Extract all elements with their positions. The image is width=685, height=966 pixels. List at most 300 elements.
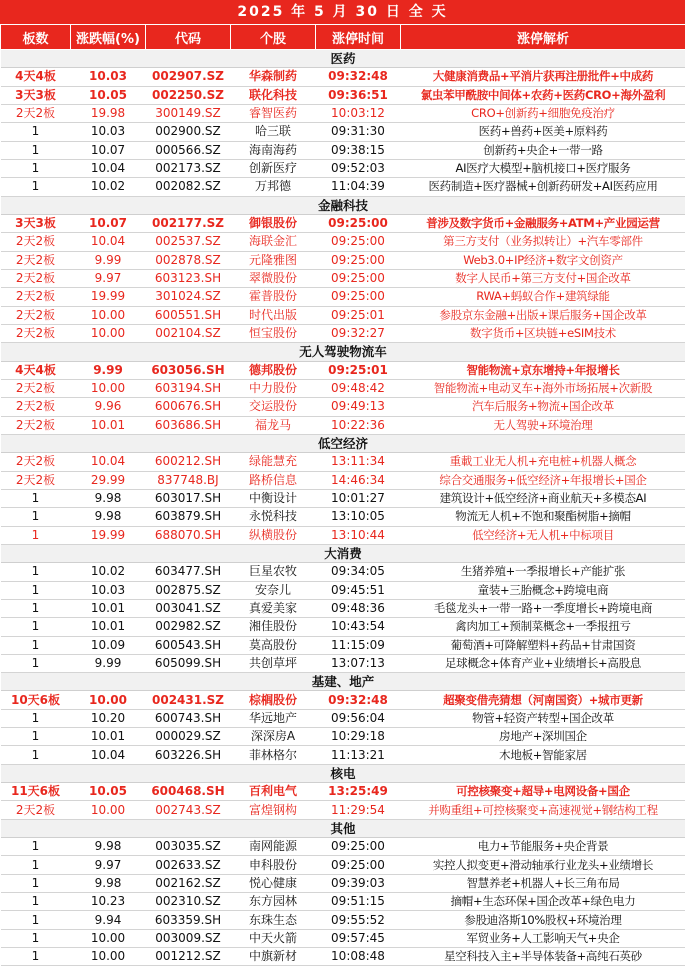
board-cell: 1 <box>1 563 71 581</box>
section-header-row <box>1 764 685 782</box>
analysis-cell: 并购重组+可控核聚变+高速视觉+钢结构工程 <box>401 801 685 819</box>
table-row <box>1 654 685 672</box>
analysis-cell: 无人驾驶+环境治理 <box>401 416 685 434</box>
table-row <box>1 398 685 416</box>
stock-name-cell: 哈三联 <box>231 123 316 141</box>
board-cell: 1 <box>1 508 71 526</box>
board-cell: 1 <box>1 526 71 544</box>
stock-name-cell: 联化科技 <box>231 86 316 104</box>
stock-name-cell: 霍普股份 <box>231 288 316 306</box>
section-header-row <box>1 50 685 68</box>
code-cell: 300149.SZ <box>146 104 231 122</box>
limit-time-cell: 09:55:52 <box>316 911 401 929</box>
limit-time-cell: 09:32:48 <box>316 691 401 709</box>
header-change-pct: 涨跌幅(%) <box>71 25 146 50</box>
change-pct-cell: 9.97 <box>71 269 146 287</box>
code-cell: 603686.SH <box>146 416 231 434</box>
stock-name-cell: 中力股份 <box>231 379 316 397</box>
limit-time-cell: 09:25:00 <box>316 838 401 856</box>
stock-name-cell: 绿能慧充 <box>231 453 316 471</box>
table-row <box>1 508 685 526</box>
stock-name-cell: 悦心健康 <box>231 874 316 892</box>
table-row <box>1 251 685 269</box>
stock-name-cell: 德邦股份 <box>231 361 316 379</box>
board-cell: 2天2板 <box>1 306 71 324</box>
limit-time-cell: 10:03:12 <box>316 104 401 122</box>
table-row <box>1 269 685 287</box>
code-cell: 002982.SZ <box>146 618 231 636</box>
analysis-cell: 物管+轻资产转型+国企改革 <box>401 709 685 727</box>
board-cell: 1 <box>1 599 71 617</box>
code-cell: 001212.SZ <box>146 948 231 966</box>
board-cell: 2天2板 <box>1 471 71 489</box>
limit-time-cell: 13:25:49 <box>316 783 401 801</box>
table-row <box>1 141 685 159</box>
board-cell: 1 <box>1 489 71 507</box>
limit-time-cell: 09:52:03 <box>316 159 401 177</box>
analysis-cell: RWA+蚂蚁合作+建筑绿能 <box>401 288 685 306</box>
board-cell: 1 <box>1 709 71 727</box>
analysis-cell: 数字人民币+第三方支付+国企改革 <box>401 269 685 287</box>
limit-time-cell: 09:51:15 <box>316 893 401 911</box>
change-pct-cell: 9.98 <box>71 508 146 526</box>
change-pct-cell: 10.03 <box>71 123 146 141</box>
board-cell: 2天2板 <box>1 416 71 434</box>
code-cell: 837748.BJ <box>146 471 231 489</box>
table-row <box>1 104 685 122</box>
table-row <box>1 709 685 727</box>
table-row <box>1 618 685 636</box>
section-header-row <box>1 673 685 691</box>
limit-time-cell: 11:29:54 <box>316 801 401 819</box>
change-pct-cell: 10.01 <box>71 416 146 434</box>
analysis-cell: 实控人拟变更+滑动轴承行业龙头+业绩增长 <box>401 856 685 874</box>
analysis-cell: 建筑设计+低空经济+商业航天+多模态AI <box>401 489 685 507</box>
limit-time-cell: 11:15:09 <box>316 636 401 654</box>
stock-name-cell: 纵横股份 <box>231 526 316 544</box>
board-cell: 1 <box>1 654 71 672</box>
change-pct-cell: 10.00 <box>71 929 146 947</box>
section-title: 基建、地产 <box>1 673 685 691</box>
code-cell: 002633.SZ <box>146 856 231 874</box>
stock-name-cell: 东方园林 <box>231 893 316 911</box>
analysis-cell: 星空科技入主+半导体装备+高纯石英砂 <box>401 948 685 966</box>
change-pct-cell: 9.99 <box>71 251 146 269</box>
section-header-row <box>1 196 685 214</box>
change-pct-cell: 10.03 <box>71 68 146 86</box>
change-pct-cell: 19.99 <box>71 288 146 306</box>
analysis-cell: 足球概念+体育产业+业绩增长+高股息 <box>401 654 685 672</box>
section-header-row <box>1 434 685 452</box>
board-cell: 1 <box>1 948 71 966</box>
change-pct-cell: 9.96 <box>71 398 146 416</box>
limit-time-cell: 09:32:48 <box>316 68 401 86</box>
stock-name-cell: 百利电气 <box>231 783 316 801</box>
change-pct-cell: 9.98 <box>71 874 146 892</box>
board-cell: 1 <box>1 178 71 196</box>
table-row <box>1 361 685 379</box>
table-row <box>1 783 685 801</box>
section-title: 医药 <box>1 50 685 68</box>
board-cell: 2天2板 <box>1 233 71 251</box>
analysis-cell: 物流无人机+不饱和聚酯树脂+摘帽 <box>401 508 685 526</box>
section-title: 核电 <box>1 764 685 782</box>
code-cell: 002162.SZ <box>146 874 231 892</box>
board-cell: 3天3板 <box>1 214 71 232</box>
header-row <box>1 25 685 50</box>
table-row <box>1 324 685 342</box>
limit-time-cell: 09:34:05 <box>316 563 401 581</box>
table-row <box>1 123 685 141</box>
analysis-cell: 木地板+智能家居 <box>401 746 685 764</box>
table-row <box>1 728 685 746</box>
stock-name-cell: 深深房A <box>231 728 316 746</box>
code-cell: 002537.SZ <box>146 233 231 251</box>
board-cell: 1 <box>1 856 71 874</box>
limit-time-cell: 09:38:15 <box>316 141 401 159</box>
limit-time-cell: 13:07:13 <box>316 654 401 672</box>
board-cell: 2天2板 <box>1 398 71 416</box>
stock-name-cell: 共创草坪 <box>231 654 316 672</box>
analysis-cell: 毛毯龙头+一带一路+一季度增长+跨境电商 <box>401 599 685 617</box>
board-cell: 1 <box>1 746 71 764</box>
limit-time-cell: 09:25:00 <box>316 288 401 306</box>
board-cell: 1 <box>1 636 71 654</box>
table-row <box>1 416 685 434</box>
table-row <box>1 929 685 947</box>
change-pct-cell: 10.04 <box>71 233 146 251</box>
table-row <box>1 489 685 507</box>
analysis-cell: CRO+创新药+细胞免疫治疗 <box>401 104 685 122</box>
change-pct-cell: 10.03 <box>71 581 146 599</box>
board-cell: 1 <box>1 929 71 947</box>
analysis-cell: 童装+三胎概念+跨境电商 <box>401 581 685 599</box>
limit-time-cell: 09:36:51 <box>316 86 401 104</box>
table-row <box>1 636 685 654</box>
change-pct-cell: 10.04 <box>71 746 146 764</box>
stock-name-cell: 创新医疗 <box>231 159 316 177</box>
board-cell: 4天4板 <box>1 361 71 379</box>
analysis-cell: 超聚变借壳猜想（河南国资）+城市更新 <box>401 691 685 709</box>
board-cell: 10天6板 <box>1 691 71 709</box>
code-cell: 603194.SH <box>146 379 231 397</box>
stock-name-cell: 翠微股份 <box>231 269 316 287</box>
change-pct-cell: 9.98 <box>71 489 146 507</box>
section-title: 低空经济 <box>1 434 685 452</box>
limit-time-cell: 09:45:51 <box>316 581 401 599</box>
analysis-cell: 数字货币+区块链+eSIM技术 <box>401 324 685 342</box>
table-row <box>1 893 685 911</box>
change-pct-cell: 9.94 <box>71 911 146 929</box>
analysis-cell: AI医疗大模型+脑机接口+医疗服务 <box>401 159 685 177</box>
change-pct-cell: 10.04 <box>71 159 146 177</box>
limit-time-cell: 09:49:13 <box>316 398 401 416</box>
stock-name-cell: 元隆雅图 <box>231 251 316 269</box>
analysis-cell: 智能物流+电动叉车+海外市场拓展+次新股 <box>401 379 685 397</box>
header-board: 板数 <box>1 25 71 50</box>
code-cell: 600743.SH <box>146 709 231 727</box>
change-pct-cell: 19.98 <box>71 104 146 122</box>
code-cell: 003009.SZ <box>146 929 231 947</box>
table-row <box>1 233 685 251</box>
stock-name-cell: 中天火箭 <box>231 929 316 947</box>
board-cell: 2天2板 <box>1 104 71 122</box>
board-cell: 2天2板 <box>1 269 71 287</box>
code-cell: 603123.SH <box>146 269 231 287</box>
table-row <box>1 874 685 892</box>
analysis-cell: 医药+兽药+医美+原料药 <box>401 123 685 141</box>
section-header-row <box>1 544 685 562</box>
table-row <box>1 948 685 966</box>
limit-time-cell: 09:48:42 <box>316 379 401 397</box>
analysis-cell: 禽肉加工+预制菜概念+一季报扭亏 <box>401 618 685 636</box>
board-cell: 1 <box>1 618 71 636</box>
board-cell: 4天4板 <box>1 68 71 86</box>
change-pct-cell: 10.00 <box>71 306 146 324</box>
code-cell: 002173.SZ <box>146 159 231 177</box>
code-cell: 002907.SZ <box>146 68 231 86</box>
change-pct-cell: 10.20 <box>71 709 146 727</box>
stock-name-cell: 南网能源 <box>231 838 316 856</box>
analysis-cell: 可控核聚变+超导+电网设备+国企 <box>401 783 685 801</box>
stock-name-cell: 福龙马 <box>231 416 316 434</box>
limit-time-cell: 10:22:36 <box>316 416 401 434</box>
limit-time-cell: 09:57:45 <box>316 929 401 947</box>
section-header-row <box>1 343 685 361</box>
limit-time-cell: 10:29:18 <box>316 728 401 746</box>
limit-time-cell: 10:01:27 <box>316 489 401 507</box>
board-cell: 1 <box>1 911 71 929</box>
header-stock: 个股 <box>231 25 316 50</box>
limit-time-cell: 09:56:04 <box>316 709 401 727</box>
board-cell: 11天6板 <box>1 783 71 801</box>
change-pct-cell: 10.05 <box>71 783 146 801</box>
limit-time-cell: 13:10:05 <box>316 508 401 526</box>
code-cell: 600212.SH <box>146 453 231 471</box>
stock-name-cell: 华森制药 <box>231 68 316 86</box>
change-pct-cell: 10.00 <box>71 691 146 709</box>
stock-name-cell: 御银股份 <box>231 214 316 232</box>
code-cell: 002431.SZ <box>146 691 231 709</box>
code-cell: 600551.SH <box>146 306 231 324</box>
limit-time-cell: 09:31:30 <box>316 123 401 141</box>
table-row <box>1 453 685 471</box>
stock-name-cell: 交运股份 <box>231 398 316 416</box>
analysis-cell: 军贸业务+人工影响天气+央企 <box>401 929 685 947</box>
code-cell: 002250.SZ <box>146 86 231 104</box>
board-cell: 1 <box>1 874 71 892</box>
change-pct-cell: 10.01 <box>71 728 146 746</box>
section-title: 其他 <box>1 819 685 837</box>
code-cell: 002875.SZ <box>146 581 231 599</box>
analysis-cell: 房地产+深圳国企 <box>401 728 685 746</box>
analysis-cell: 大健康消费品+平消片获再注册批件+中成药 <box>401 68 685 86</box>
analysis-cell: 生猪养殖+一季报增长+产能扩张 <box>401 563 685 581</box>
table-row <box>1 801 685 819</box>
board-cell: 1 <box>1 728 71 746</box>
section-header-row <box>1 819 685 837</box>
code-cell: 600676.SH <box>146 398 231 416</box>
change-pct-cell: 10.00 <box>71 948 146 966</box>
change-pct-cell: 10.04 <box>71 453 146 471</box>
analysis-cell: 医药制造+医疗器械+创新药研发+AI医药应用 <box>401 178 685 196</box>
change-pct-cell: 10.00 <box>71 379 146 397</box>
stock-name-cell: 华远地产 <box>231 709 316 727</box>
stock-name-cell: 睿智医药 <box>231 104 316 122</box>
change-pct-cell: 29.99 <box>71 471 146 489</box>
stock-name-cell: 时代出版 <box>231 306 316 324</box>
change-pct-cell: 10.00 <box>71 801 146 819</box>
change-pct-cell: 10.01 <box>71 599 146 617</box>
code-cell: 605099.SH <box>146 654 231 672</box>
limit-time-cell: 13:11:34 <box>316 453 401 471</box>
limit-time-cell: 09:48:36 <box>316 599 401 617</box>
table-row <box>1 691 685 709</box>
table-row <box>1 306 685 324</box>
limit-time-cell: 09:39:03 <box>316 874 401 892</box>
stock-name-cell: 莫高股份 <box>231 636 316 654</box>
change-pct-cell: 10.02 <box>71 178 146 196</box>
header-limit-time: 涨停时间 <box>316 25 401 50</box>
analysis-cell: 第三方支付（业务拟转让）+汽车零部件 <box>401 233 685 251</box>
table-row <box>1 471 685 489</box>
code-cell: 000566.SZ <box>146 141 231 159</box>
board-cell: 1 <box>1 141 71 159</box>
limit-time-cell: 09:32:27 <box>316 324 401 342</box>
stock-name-cell: 东珠生态 <box>231 911 316 929</box>
table-row <box>1 856 685 874</box>
stock-name-cell: 中衡设计 <box>231 489 316 507</box>
code-cell: 002900.SZ <box>146 123 231 141</box>
code-cell: 600543.SH <box>146 636 231 654</box>
table-body <box>1 50 685 966</box>
limit-time-cell: 09:25:01 <box>316 306 401 324</box>
table-row <box>1 746 685 764</box>
board-cell: 1 <box>1 123 71 141</box>
stock-name-cell: 申科股份 <box>231 856 316 874</box>
stock-name-cell: 棕榈股份 <box>231 691 316 709</box>
table-row <box>1 563 685 581</box>
change-pct-cell: 10.23 <box>71 893 146 911</box>
code-cell: 000029.SZ <box>146 728 231 746</box>
analysis-cell: 葡萄酒+可降解塑料+药品+甘肃国资 <box>401 636 685 654</box>
board-cell: 1 <box>1 893 71 911</box>
stock-name-cell: 路桥信息 <box>231 471 316 489</box>
code-cell: 003035.SZ <box>146 838 231 856</box>
code-cell: 002104.SZ <box>146 324 231 342</box>
code-cell: 603226.SH <box>146 746 231 764</box>
board-cell: 2天2板 <box>1 379 71 397</box>
board-cell: 2天2板 <box>1 288 71 306</box>
code-cell: 003041.SZ <box>146 599 231 617</box>
board-cell: 1 <box>1 838 71 856</box>
stock-name-cell: 海南海药 <box>231 141 316 159</box>
analysis-cell: 参股迪洛斯10%股权+环境治理 <box>401 911 685 929</box>
stock-name-cell: 菲林格尔 <box>231 746 316 764</box>
change-pct-cell: 9.99 <box>71 654 146 672</box>
table-row <box>1 86 685 104</box>
code-cell: 002878.SZ <box>146 251 231 269</box>
stock-name-cell: 富煌钢构 <box>231 801 316 819</box>
limit-time-cell: 09:25:00 <box>316 856 401 874</box>
analysis-cell: Web3.0+IP经济+数字文创资产 <box>401 251 685 269</box>
header-analysis: 涨停解析 <box>401 25 685 50</box>
limit-time-cell: 13:10:44 <box>316 526 401 544</box>
limit-time-cell: 10:08:48 <box>316 948 401 966</box>
code-cell: 600468.SH <box>146 783 231 801</box>
analysis-cell: 电力+节能服务+央企背景 <box>401 838 685 856</box>
limit-time-cell: 09:25:00 <box>316 269 401 287</box>
change-pct-cell: 10.07 <box>71 214 146 232</box>
analysis-cell: 综合交通服务+低空经济+年报增长+国企 <box>401 471 685 489</box>
stock-name-cell: 湘佳股份 <box>231 618 316 636</box>
change-pct-cell: 10.01 <box>71 618 146 636</box>
change-pct-cell: 10.00 <box>71 324 146 342</box>
limit-time-cell: 11:13:21 <box>316 746 401 764</box>
board-cell: 1 <box>1 581 71 599</box>
limit-time-cell: 09:25:00 <box>316 233 401 251</box>
code-cell: 002743.SZ <box>146 801 231 819</box>
stock-name-cell: 海联金汇 <box>231 233 316 251</box>
table-row <box>1 68 685 86</box>
stock-name-cell: 巨星农牧 <box>231 563 316 581</box>
stock-name-cell: 中旗新材 <box>231 948 316 966</box>
code-cell: 688070.SH <box>146 526 231 544</box>
header-code: 代码 <box>146 25 231 50</box>
analysis-cell: 氯虫苯甲酰胺中间体+农药+医药CRO+海外盈利 <box>401 86 685 104</box>
code-cell: 603056.SH <box>146 361 231 379</box>
section-title: 大消费 <box>1 544 685 562</box>
code-cell: 301024.SZ <box>146 288 231 306</box>
change-pct-cell: 9.99 <box>71 361 146 379</box>
sheet-title: 2025 年 5 月 30 日 全 天 <box>0 0 685 24</box>
limit-time-cell: 11:04:39 <box>316 178 401 196</box>
section-title: 无人驾驶物流车 <box>1 343 685 361</box>
analysis-cell: 重載工业无人机+充电桩+机器人概念 <box>401 453 685 471</box>
table-row <box>1 599 685 617</box>
table-row <box>1 214 685 232</box>
table-row <box>1 911 685 929</box>
limit-time-cell: 09:25:00 <box>316 214 401 232</box>
change-pct-cell: 9.97 <box>71 856 146 874</box>
table-row <box>1 159 685 177</box>
stock-name-cell: 恒宝股份 <box>231 324 316 342</box>
change-pct-cell: 10.07 <box>71 141 146 159</box>
limit-time-cell: 09:25:01 <box>316 361 401 379</box>
board-cell: 2天2板 <box>1 453 71 471</box>
analysis-cell: 汽车后服务+物流+国企改革 <box>401 398 685 416</box>
code-cell: 002310.SZ <box>146 893 231 911</box>
analysis-cell: 低空经济+无人机+中标项目 <box>401 526 685 544</box>
table-row <box>1 288 685 306</box>
change-pct-cell: 19.99 <box>71 526 146 544</box>
table-row <box>1 379 685 397</box>
analysis-cell: 普涉及数字货币+金融服务+ATM+产业园运营 <box>401 214 685 232</box>
table-row <box>1 178 685 196</box>
code-cell: 603879.SH <box>146 508 231 526</box>
code-cell: 002082.SZ <box>146 178 231 196</box>
stock-name-cell: 安奈儿 <box>231 581 316 599</box>
code-cell: 603477.SH <box>146 563 231 581</box>
section-title: 金融科技 <box>1 196 685 214</box>
change-pct-cell: 10.09 <box>71 636 146 654</box>
analysis-cell: 创新药+央企+一带一路 <box>401 141 685 159</box>
analysis-cell: 智慧养老+机器人+长三角布局 <box>401 874 685 892</box>
table-row <box>1 526 685 544</box>
limit-time-cell: 14:46:34 <box>316 471 401 489</box>
board-cell: 2天2板 <box>1 801 71 819</box>
change-pct-cell: 9.98 <box>71 838 146 856</box>
